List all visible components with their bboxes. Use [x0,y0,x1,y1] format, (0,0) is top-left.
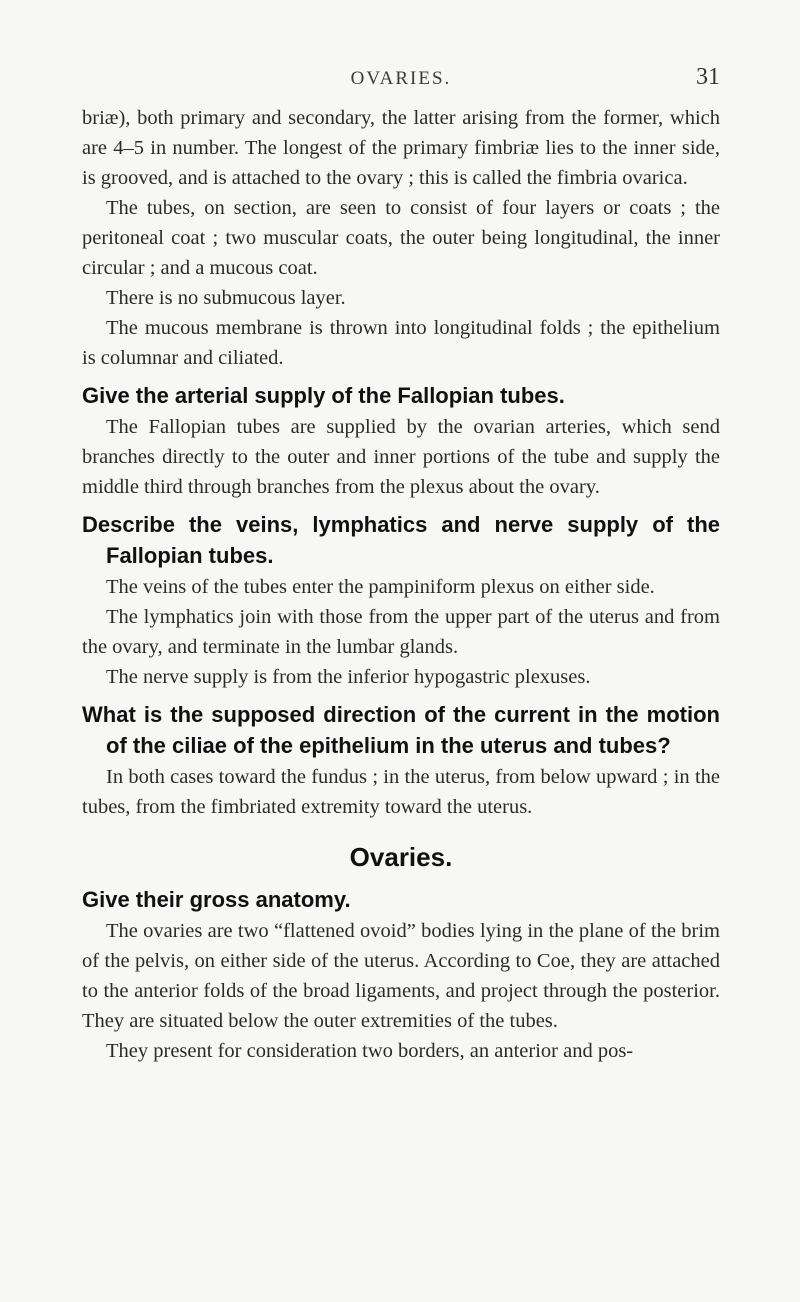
question-ciliary-current: What is the supposed direction of the current in the motion of the ciliae of the epithelium in the uterus and tubes? [82,702,720,758]
paragraph-submucous: There is no submucous layer. [106,287,346,309]
question-arterial-supply: Give the arterial supply of the Fallopian tubes. [82,383,565,408]
question-veins-lymphatics-nerves: Describe the veins, lymphatics and nerve supply of the Fallopian tubes. [82,512,720,568]
answer-arterial-supply: The Fallopian tubes are supplied by the ovarian arteries, which send branches directly to the outer and inner portions of the tube and supply the middle third through branches from the plexus about the ovary. [82,416,720,498]
answer-ciliary-current: In both cases toward the fundus ; in the uterus, from below upward ; in the tubes, from the fimbriated extremity toward the uterus. [82,766,720,818]
question-gross-anatomy: Give their gross anatomy. [82,887,351,912]
paragraph-mucous-membrane: The mucous membrane is thrown into longitudinal folds ; the epithelium is columnar and ciliated. [82,317,720,369]
section-title-ovaries: Ovaries. [349,842,453,872]
running-title: OVARIES. [350,68,452,89]
answer-gross-anatomy: The ovaries are two “flattened ovoid” bodies lying in the plane of the brim of the pelvis, on either side of the uterus. According to Coe, they are attached to the anterior folds of the broad ligaments, and project through the posterior. They are situated below the outer extremities of the tubes. [82,920,720,1032]
paragraph-fimbriae: briæ), both primary and secondary, the latter arising from the former, which are 4–5 in number. The longest of the primary fimbriæ lies to the inner side, is grooved, and is attached to the ovary ; this is called the fimbria ovarica. [82,107,720,189]
paragraph-coats: The tubes, on section, are seen to consist of four layers or coats ; the peritoneal coat ; two muscular coats, the outer being longitudinal, the inner circular ; and a mucous coat. [82,197,720,279]
page-number: 31 [696,64,720,90]
answer-borders: They present for consideration two borders, an anterior and pos- [106,1040,634,1062]
answer-lymphatics: The lymphatics join with those from the upper part of the uterus and from the ovary, and terminate in the lumbar glands. [82,606,720,658]
answer-veins: The veins of the tubes enter the pampiniform plexus on either side. [106,576,655,598]
answer-nerve-supply: The nerve supply is from the inferior hypogastric plexuses. [106,666,591,688]
running-head [82,58,720,98]
